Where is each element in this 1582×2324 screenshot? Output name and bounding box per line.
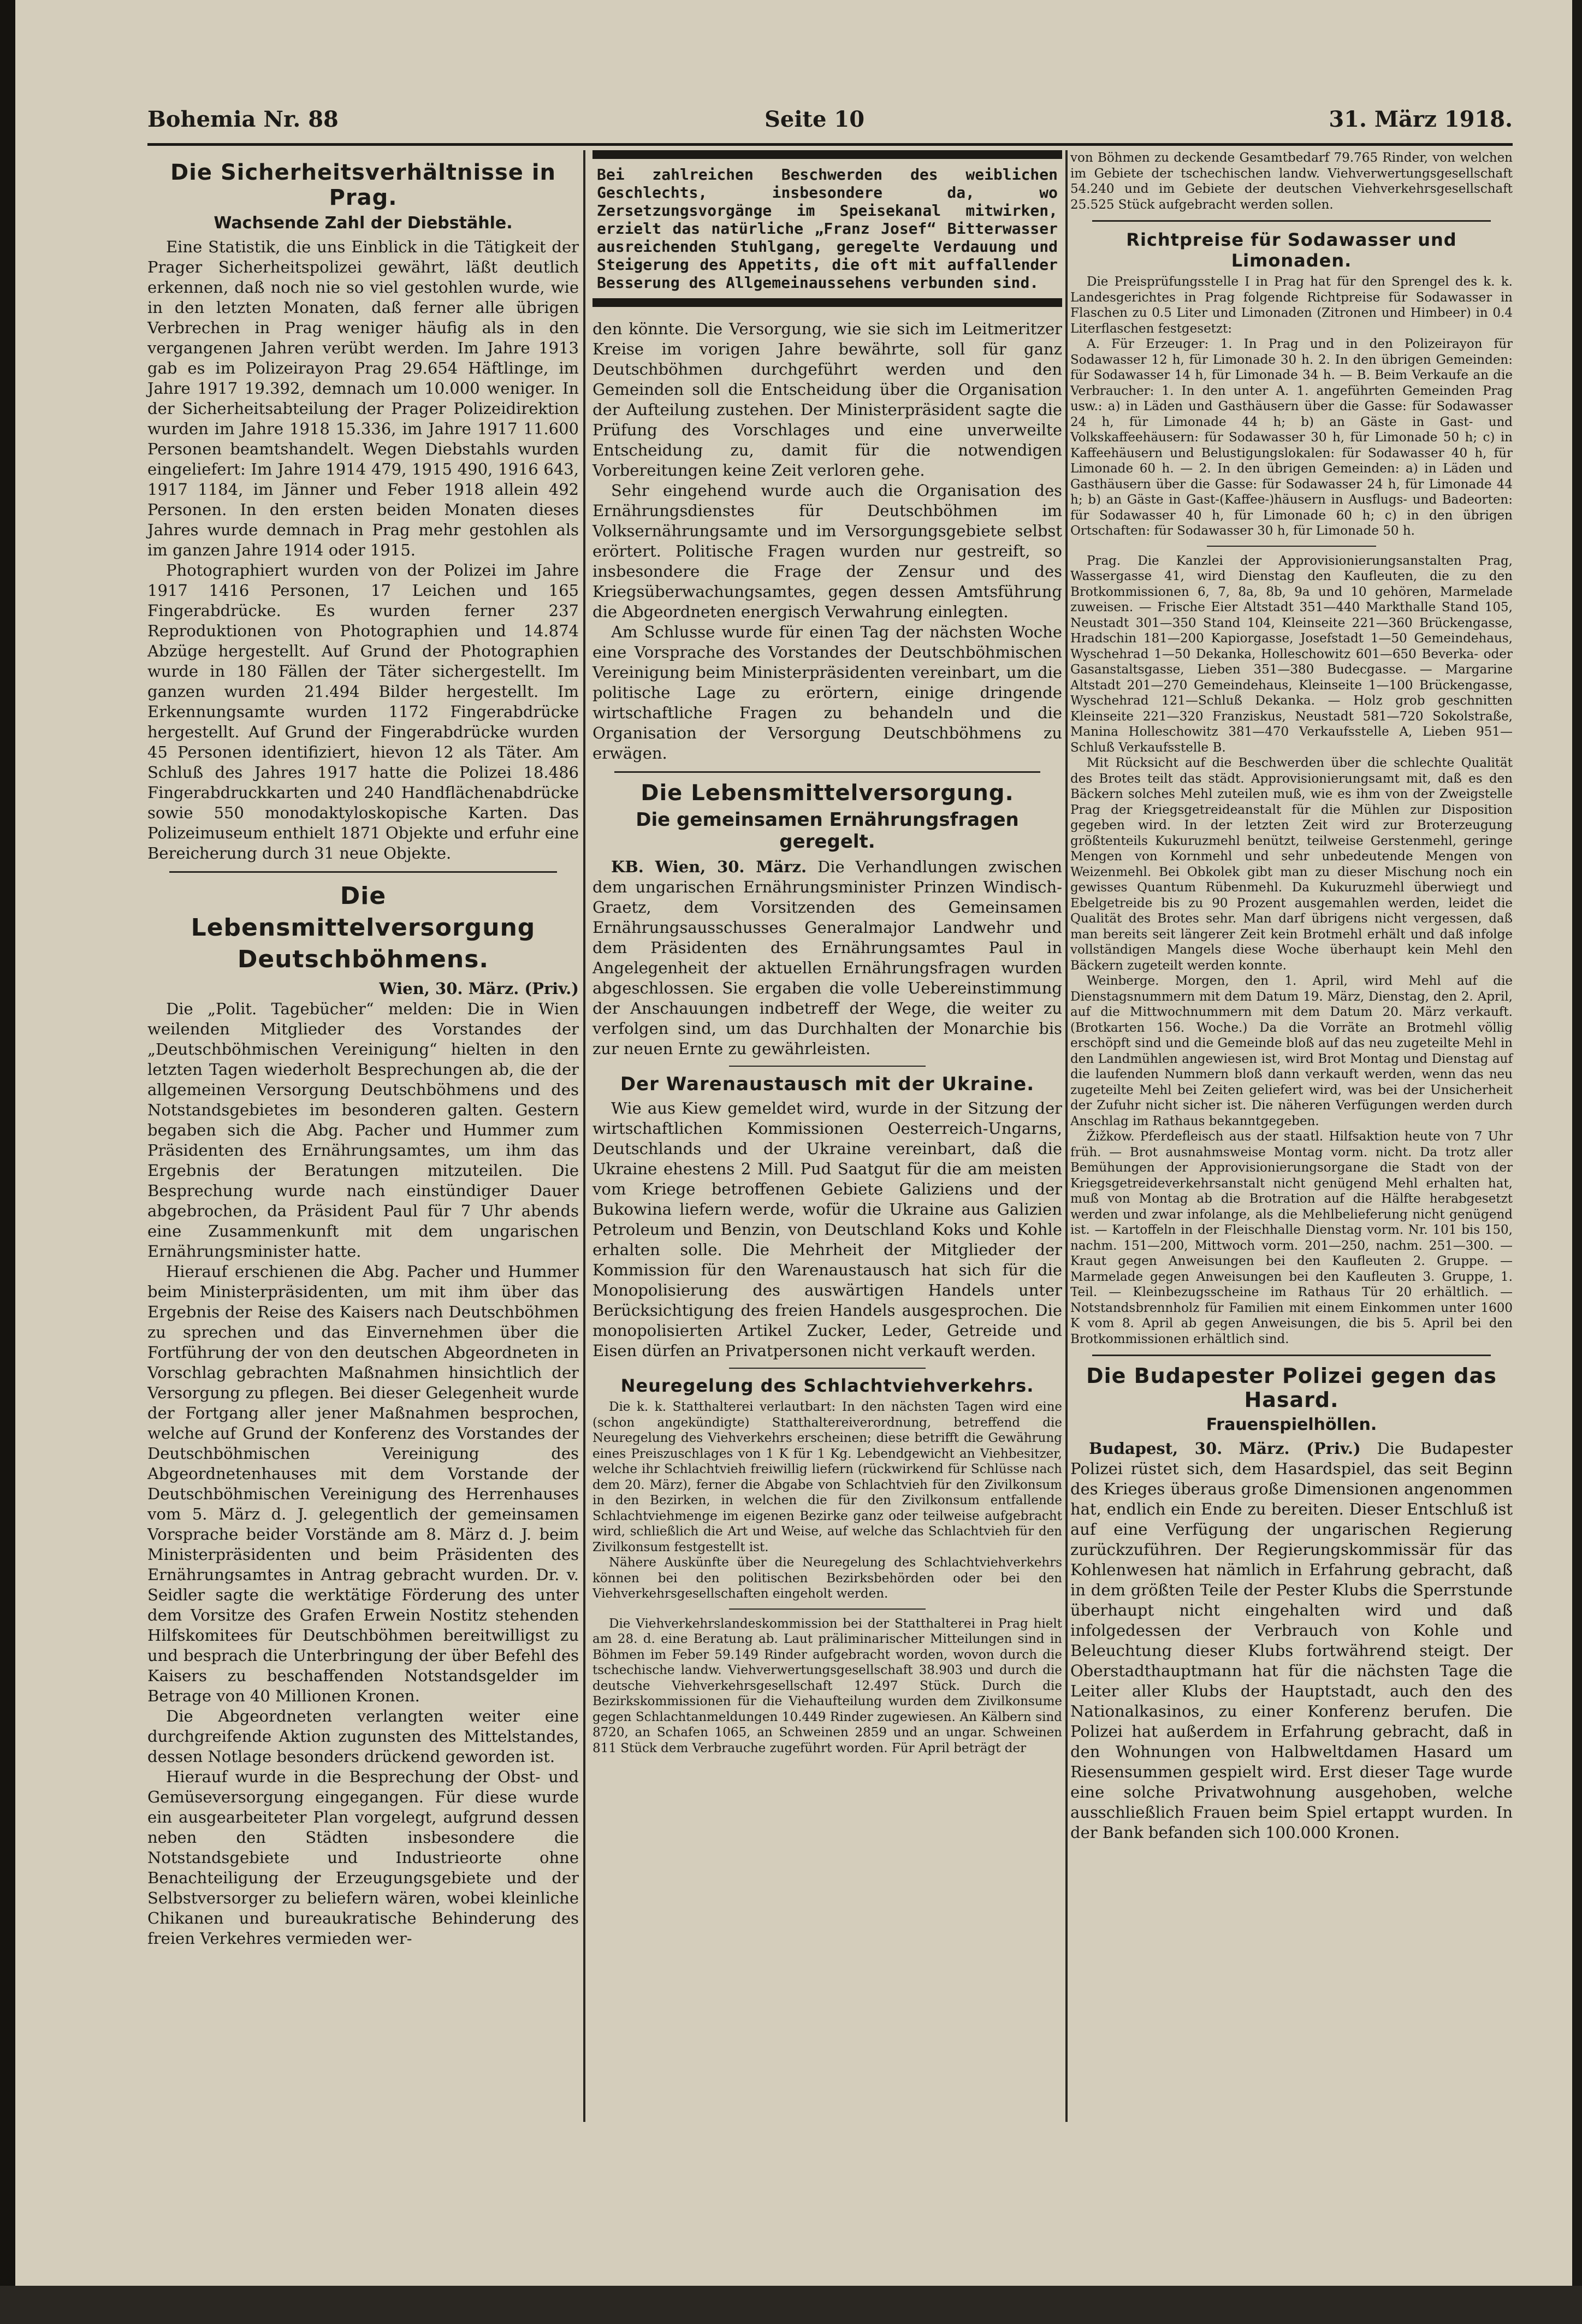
article-headline: Der Warenaustausch mit der Ukraine. — [620, 1073, 1035, 1095]
article-subheadline: Frauenspielhöllen. — [1206, 1415, 1377, 1434]
article-paragraph: Wie aus Kiew gemeldet wird, wurde in der Sitzung der wirtschaftlichen Kommissionen Oesterreich-Ungarns, Deutschlands und der Ukraine vereinbart, daß die Ukraine ehestens 2 Mill. Pud Saatgut für die am meisten vom Kriege betroffenen Gebiete Galiziens und der Bukowina liefern werde, wofür die Ukraine aus Galizien Petroleum und Benzin, von Deutschland Koks und Kohle erhalten solle. Die Mehrheit der Mitglieder der Kommission für den Warenaustausch hat sich für die Monopolisierung des auswärtigen Handels unter Berücksichtigung des freien Handels ausgesprochen. Die monopolisierten Artikel Zucker, Leder, Getreide und Eisen dürfen an Privatpersonen nicht verkauft werden. — [592, 1099, 1062, 1360]
article-divider — [614, 771, 1040, 773]
issue-date: 31. März 1918. — [1329, 107, 1513, 132]
article-subheadline: Wachsende Zahl der Diebstähle. — [214, 214, 513, 233]
article-paragraph: Eine Statistik, die uns Einblick in die Tätigkeit der Prager Sicherheitspolizei gewährt, läßt deutlich erkennen, daß noch nie so viel gestohlen wurde, wie in den letzten Monaten, daß ferner alle übrigen Verbrechen in Prag weniger häufig als in den vergangenen Jahren verübt werden. Im Jahre 1913 gab es im Polizeirayon Prag 29.654 Häftlinge, im Jahre 1917 19.392, demnach um 10.000 weniger. In der Sicherheitsabteilung der Prager Polizeidirektion wurden im Jahre 1918 15.336, im Jahre 1917 11.600 Personen beamtshandelt. Wegen Diebstahls wurden eingeliefert: Im Jahre 1914 479, 1915 490, 1916 643, 1917 1184, im Jänner und Feber 1918 allein 492 Personen. In den ersten beiden Monaten dieses Jahres wurde demnach in Prag mehr gestohlen als im ganzen Jahre 1914 oder 1915. — [147, 238, 579, 559]
article-headline: Die Lebensmittelversorgung Deutschböhmens. — [191, 882, 536, 973]
article-divider — [729, 1609, 926, 1610]
article-paragraph: Die „Polit. Tagebücher“ melden: Die in Wien weilenden Mitglieder des Vorstandes der „Deutschböhmischen Vereinigung“ hielten in den letzten Tagen wiederholt Besprechungen ab, die der allgemeinen Versorgung Deutschböhmens und des Notstandsgebietes im besonderen galten. Gestern begaben sich die Abg. Pacher und Hummer zum Präsidenten des Ernährungsamtes, um ihm das Ergebnis der Beratungen mitzuteilen. Die Besprechung wurde nach einstündiger Dauer abgebrochen, da Präsident Paul für 7 Uhr abends eine Zusammenkunft mit dem ungarischen Ernährungsminister hatte. — [147, 1000, 579, 1261]
article-headline: Neuregelung des Schlachtviehverkehrs. — [620, 1375, 1034, 1396]
dateline: KB. Wien, 30. März. — [611, 858, 807, 876]
article-divider — [169, 871, 557, 873]
article-text: Die Budapester Polizei rüstet sich, dem Hasardspiel, das seit Beginn des Krieges überaus große Dimensionen angenommen hat, endlich ein Ende zu bereiten. Dieser Entschluß ist auf eine Verfügung der ungarischen Regierung zurückzuführen. Der Regierungskommissär für das Kohlenwesen hat nämlich in Erfahrung gebracht, daß in dem größten Teile der Pester Klubs die Sperrstunde überhaupt nicht eingehalten wird und daß infolgedessen der Verbrauch von Kohle und Beleuchtung dieser Klubs fortwährend steigt. Der Oberstadthauptmann hat für die nächsten Tage die Leiter aller Klubs der Hauptstadt, auch den des Nationalkasinos, zu einer Konferenz berufen. Die Polizei hat außerdem in Erfahrung gebracht, daß in den Wohnungen von Halbweltdamen Hasard um Riesensummen gespielt wird. Erst dieser Tage wurde eine solche Privatwohnung ausgehoben, welche ausschließlich Frauen beim Spiel ertappt wurden. In der Bank befanden sich 100.000 Kronen. — [1070, 1439, 1513, 1842]
dateline: Budapest, 30. März. (Priv.) — [1089, 1439, 1361, 1458]
local-notice: Weinberge. Morgen, den 1. April, wird Mehl auf die Dienstagsnummern mit dem Datum 19. März, Dienstag, den 2. April, auf die Mittwochnummern mit dem Datum 20. März verkauft. (Brotkarten 156. Woche.) Da die Vorräte an Brotmehl völlig erschöpft sind und die Gemeinde bloß auf das neu zugeteilte Mehl in den Landmühlen angewiesen ist, wird Brot Montag und Dienstag auf die laufenden Nummern bloß dann verkauft werden, wenn das neu zugeteilte Mehl bei Zeiten geliefert wird, was bei der Unsicherheit der Zufuhr nicht sicher ist. Die näheren Verfügungen werden durch Anschlag im Rathaus bekanntgegeben. — [1070, 974, 1513, 1128]
local-notice: Prag. Die Kanzlei der Approvisionierungsanstalten Prag, Wassergasse 41, wird Dienstag den Kaufleuten, die zu den Brotkommissionen 6, 7, 8a, 8b, 9a und 10 gehören, Marmelade zuweisen. — Frische Eier Altstadt 351—440 Markthalle Stand 105, Neustadt 301—350 Stand 104, Kleinseite 221—360 Brückengasse, Hradschin 181—200 Kapiorgasse, Josefstadt 1—50 Gemeindehaus, Wyschehrad 1—50 Dekanka, Holleschowitz 601—650 Beverka- oder Gasanstaltsgasse, Lieben 351—380 Budecgasse. — Margarine Altstadt 201—270 Gemeindehaus, Kleinseite 1—100 Brückengasse, Wyschehrad 121—Schluß Dekanka. — Holz grob geschnitten Kleinseite 221—320 Franziskus, Neustadt 581—720 Sokolstraße, Manina Holleschowitz 381—470 Verkaufsstelle A, Lieben 951—Schluß Verkaufsstelle B. — [1070, 553, 1513, 755]
article-paragraph: Sehr eingehend wurde auch die Organisation des Ernährungsdienstes für Deutschböhmen im Volksernährungsamte und im Versorgungsgebiete selbst erörtert. Politische Fragen wurden nur gestreift, so insbesondere die Frage der Zensur und des Kriegsüberwachungsamtes, gegen dessen Amtsführung die Abgeordneten energisch Verwahrung einlegten. — [592, 481, 1062, 621]
article-paragraph: Am Schlusse wurde für einen Tag der nächsten Woche eine Vorsprache des Vorstandes der Deutschböhmischen Vereinigung beim Ministerpräsidenten vereinbart, um die politische Lage zu erörtern, einige dringende wirtschaftliche Fragen zu behandeln und die Organisation der Versorgung Deutschböhmens zu erwägen. — [592, 623, 1062, 762]
article-headline: Die Budapester Polizei gegen das Hasard. — [1086, 1364, 1497, 1412]
page-header — [147, 101, 1513, 139]
scan-border-bottom — [0, 2286, 1582, 2324]
local-notice: Žižkow. Pferdefleisch aus der staatl. Hilfsaktion heute von 7 Uhr früh. — Brot ausnahmsweise Montag vorm. nicht. Da trotz aller Bemühungen der Approvisionierungsorgane die Stadt von der Kriegsgetreideverkehrsanstalt nicht genügend Mehl erhalten hat, muß von Montag ab die Brotration auf die Hälfte herabgesetzt werden und zwar infolange, als die Mehlbelieferung nicht genügend ist. — Kartoffeln in der Fleischhalle Dienstag vorm. Nr. 101 bis 150, nachm. 151—200, Mittwoch vorm. 201—250, nachm. 251—300. — Kraut gegen Anweisungen bei den Kaufleuten 2. Gruppe. — Marmelade gegen Anweisungen bei den Kaufleuten 3. Gruppe, 1. Teil. — Kleinbezugsscheine im Rathaus Tür 20 erhältlich. — Notstandsbrennholz für Familien mit einem Einkommen unter 1600 K vom 8. April ab gegen Anweisungen, die bis 5. April bei den Brotkommissionen erhältlich sind. — [1070, 1130, 1513, 1346]
article-paragraph: den könnte. Die Versorgung, wie sie sich im Leitmeritzer Kreise im vorigen Jahre bewährte, soll für ganz Deutschböhmen durchgeführt werden und den Gemeinden soll die Entscheidung über die Organisation der Aufteilung zustehen. Der Ministerpräsident sagte die Prüfung des Vorschlages und eine unverweilte Entscheidung zu, damit für die notwendigen Vorbereitungen keine Zeit verloren gehe. — [592, 320, 1062, 480]
header-rule — [147, 143, 1513, 146]
article-paragraph: Die Abgeordneten verlangten weiter eine durchgreifende Aktion zugunsten des Mittelstandes, dessen Notlage besonders drückend geworden ist. — [147, 1707, 579, 1766]
paper-issue: Bohemia Nr. 88 — [147, 107, 339, 132]
dateline: Wien, 30. März. (Priv.) — [379, 979, 579, 998]
article-paragraph — [1070, 1439, 1513, 1843]
scan-border-left — [0, 0, 15, 2324]
column-3 — [1070, 150, 1513, 2116]
article-divider — [729, 1066, 926, 1067]
article-paragraph: Die Viehverkehrslandeskommission bei der Statthalterei in Prag hielt am 28. d. eine Beratung ab. Laut präliminarischer Mitteilungen sind in Böhmen im Feber 59.149 Rinder aufgebracht worden, wovon durch die tschechische landw. Viehverwertungsgesellschaft 38.903 und durch die deutsche Viehverkehrsgesellschaft 12.497 Stück. Durch die Bezirkskommissionen für die Viehaufteilung wurden dem Zivilkonsume gegen Schlachtanmeldungen 10.449 Rinder zugewiesen. An Kälbern sind 8720, an Schafen 1065, an Schweinen 2859 und an ungar. Schweinen 811 Stück dem Verbrauche zugeführt worden. Für April beträgt der — [592, 1616, 1062, 1755]
article-paragraph: Hierauf wurde in die Besprechung der Obst- und Gemüseversorgung eingegangen. Für diese wurde ein ausgearbeiteter Plan vorgelegt, aufgrund dessen neben den Städten insbesondere die Notstandsgebiete und Industrieorte ohne Benachteiligung der Erzeugungsgebiete und der Selbstversorger zu beliefern wären, wobei kleinliche Chikanen und bureaukratische Behinderung des freien Verkehres vermieden wer- — [147, 1767, 579, 1948]
article-divider — [1092, 220, 1491, 222]
article-subheadline: Die gemeinsamen Ernährungsfragen geregelt. — [636, 809, 1019, 853]
column-2 — [592, 150, 1062, 2116]
column-rule — [1065, 150, 1068, 2122]
article-paragraph: Die k. k. Statthalterei verlautbart: In den nächsten Tagen wird eine (schon angekündigte) Statthaltereiverordnung, betreffend die Neuregelung des Viehverkehrs erscheinen; diese betrifft die Gewährung eines Preiszuschlages von 1 K für 1 Kg. Lebendgewicht an Viehbesitzer, welche ihr Schlachtvieh freiwillig liefern (rückwirkend für Schlüsse nach dem 20. März), ferner die Abgabe von Schlachtvieh für den Zivilkonsum in den Bezirken, in welchen die für den Zivilkonsum entfallende Schlachtviehmenge im eigenen Bezirke ganz oder teilweise aufgebracht wird, schließlich die Art und Weise, auf welche das Schlachtvieh für den Zivilkonsum festgestellt ist. — [592, 1400, 1062, 1554]
scan-border-right — [1572, 0, 1582, 2324]
local-notice: Mit Rücksicht auf die Beschwerden über die schlechte Qualität des Brotes teilt das städt. Approvisionierungsamt mit, daß es den Bäckern solches Mehl zuteilen muß, wie es ihm von der Zweigstelle Prag der Kriegsgetreideanstalt für die Mühlen zur Disposition gegeben wird. In der letzten Zeit wird zur Broterzeugung größtenteils Kukuruzmehl benützt, teilweise Gerstenmehl, geringe Mengen von Kornmehl und sehr unbedeutende Mengen von Weizenmehl. Bei Obkolek gibt man zu dieser Mischung noch ein gewisses Quantum Rübenmehl. Da Kukuruzmehl überwiegt und Ebelgetreide bis zu 90 Prozent ausgemahlen werden, leidet die Qualität des Brotes sehr. Man darf übrigens nicht vergessen, daß man bereits seit längerer Zeit kein Brotmehl erhält und daß infolge vollständigen Mangels diese Woche überhaupt kein Mehl den Bäckern zugeteilt werden konnte. — [1070, 756, 1513, 973]
article-paragraph: Die Preisprüfungsstelle I in Prag hat für den Sprengel des k. k. Landesgerichtes in Prag folgende Richtpreise für Sodawasser in Flaschen zu 0.5 Liter und Limonaden (Zitronen und Himbeer) in 0.4 Literflaschen festgesetzt: — [1070, 275, 1513, 336]
article-paragraph: Hierauf erschienen die Abg. Pacher und Hummer beim Ministerpräsidenten, um mit ihm über das Ergebnis der Reise des Kaisers nach Deutschböhmen zu sprechen und das Einvernehmen über die Fortführung der von den deutschen Abgeordneten in Vorschlag gebrachten Maßnahmen hinsichtlich der Versorgung zu pflegen. Bei dieser Gelegenheit wurde der Fortgang aller jener Maßnahmen besprochen, welche auf Grund der Konferenz des Vorstandes der Deutschböhmischen Vereinigung des Abgeordnetenhauses mit dem Vorstande der Deutschböhmischen Vereinigung des Herrenhauses vom 5. März d. J. gelegentlich der gemeinsamen Vorsprache beider Vorstände am 8. März d. J. beim Ministerpräsidenten und beim Präsidenten des Ernährungsamtes in Antrag gebracht wurden. Dr. v. Seidler sagte die werktätige Förderung des unter dem Vorsitze des Grafen Erwein Nostitz stehenden Hilfskomitees für Deutschböhmen bereitwilligst zu und besprach die Unterbringung der über Befehl des Kaisers zu beschaffenden Notstandsgelder im Betrage von 40 Millionen Kronen. — [147, 1262, 579, 1705]
article-paragraph: Photographiert wurden von der Polizei im Jahre 1917 1416 Personen, 17 Leichen und 165 Fingerabdrücke. Es wurden ferner 237 Reproduktionen von Photographien und 14.874 Abzüge hergestellt. Auf Grund der Photographien wurde in 180 Fällen der Täter sichergestellt. Im ganzen wurden 21.494 Bilder hergestellt. Im Erkennungsamte wurden 1172 Fingerabdrücke hergestellt. Auf Grund der Fingerabdrücke wurden 45 Personen identifiziert, hievon 12 als Täter. Am Schluß des Jahres 1917 hatte die Polizei 18.486 Fingerabdruckkarten und 240 Handflächenabdrücke sowie 550 monodaktyloskopische Karten. Das Polizeimuseum enthielt 1871 Objekte und erfuhr eine Bereicherung durch 31 neue Objekte. — [147, 561, 579, 862]
article-headline: Richtpreise für Sodawasser und Limonaden. — [1126, 229, 1457, 271]
column-1 — [147, 150, 579, 2116]
page-number: Seite 10 — [765, 107, 865, 132]
article-headline: Die Sicherheitsverhältnisse in Prag. — [170, 160, 556, 210]
advertisement-text: Bei zahlreichen Beschwerden des weiblichen Geschlechts, insbesondere da, wo Zersetzungsvorgänge im Speisekanal mitwirken, erzielt das natürliche „Franz Josef“ Bitterwasser ausreichenden Stuhlgang, geregelte Verdauung und Steigerung des Appetits, die oft mit auffallender Besserung des Allgemeinaussehens verbunden sind. — [597, 165, 1058, 292]
article-divider — [1092, 1355, 1491, 1356]
article-divider — [729, 1368, 926, 1369]
advertisement-box — [592, 150, 1062, 307]
article-paragraph: Nähere Auskünfte über die Neuregelung des Schlachtviehverkehrs können bei den politischen Bezirksbehörden oder bei den Viehverkehrsgesellschaften eingeholt werden. — [592, 1556, 1062, 1601]
article-headline: Die Lebensmittelversorgung. — [641, 780, 1014, 806]
article-paragraph: A. Für Erzeuger: 1. In Prag und in den Polizeirayon für Sodawasser 12 h, für Limonade 30 h. 2. In den übrigen Gemeinden: für Sodawasser 14 h, für Limonade 34 h. — B. Beim Verkaufe an die Verbraucher: 1. In den unter A. 1. angeführten Gemeinden Prag usw.: a) in Läden und Gasthäusern über die Gasse: für Sodawasser 24 h, für Limonade 44 h; b) an Gäste in Gast- und Volkskaffeehäusern: für Sodawasser 30 h, für Limonade 50 h; c) in Kaffeehäusern und Belustigungslokalen: für Sodawasser 40 h, für Limonade 60 h. — 2. In den übrigen Gemeinden: a) in Läden und Gasthäusern über die Gasse: für Sodawasser 24 h, für Limonade 44 h; b) an Gäste in Gast-(Kaffee-)häusern in Ausflugs- und Badeorten: für Sodawasser 40 h, für Limonade 60 h; c) in den übrigen Ortschaften: für Sodawasser 30 h, für Limonade 50 h. — [1070, 337, 1513, 538]
article-text: Die Verhandlungen zwischen dem ungarischen Ernährungsminister Prinzen Windisch-Graetz, dem Vorsitzenden des Gemeinsamen Ernährungsausschusses Generalmajor Landwehr und dem Präsidenten des Ernährungsamtes Paul in Angelegenheit der aktuellen Ernährungsfragen wurden abgeschlossen. Sie ergaben die volle Uebereinstimmung der Anschauungen indbetreff der Wege, die weiter zu verfolgen sind, um das Durchhalten der Monarchie bis zur neuen Ernte zu gewährleisten. — [592, 858, 1063, 1058]
article-paragraph: von Böhmen zu deckende Gesamtbedarf 79.765 Rinder, von welchen im Gebiete der tschechischen landw. Viehverwertungsgesellschaft 54.240 und im Gebiete der deutschen Viehverkehrsgesellschaft 25.525 Stück aufgebracht werden sollen. — [1070, 151, 1513, 212]
article-paragraph — [592, 857, 1062, 1059]
article-divider — [1207, 546, 1376, 547]
column-rule — [583, 150, 585, 2122]
